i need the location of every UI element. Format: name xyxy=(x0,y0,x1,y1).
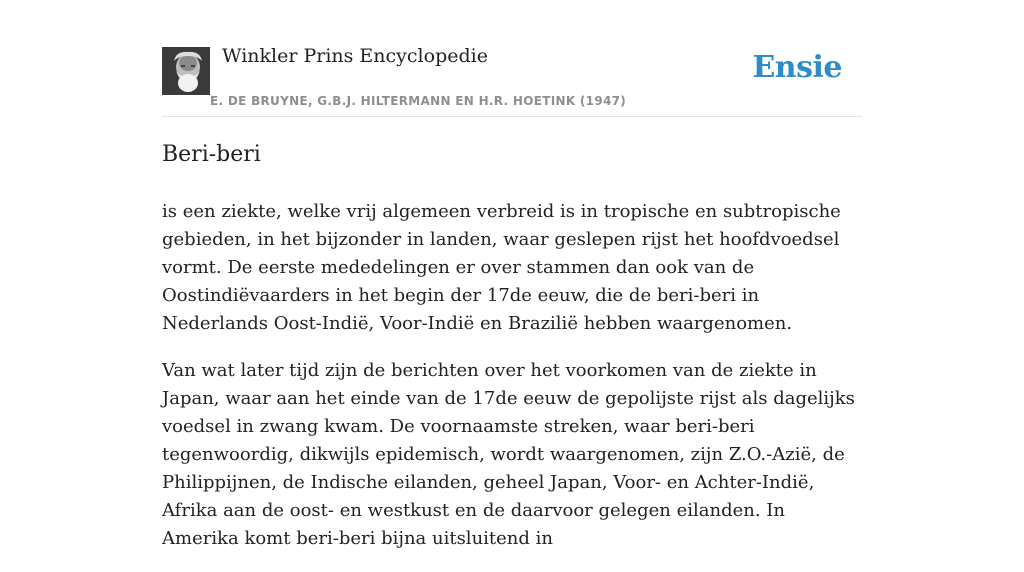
article-paragraph-2: Van wat later tijd zijn de berichten over het voorkomen van de ziekte in Japan, waar aan het einde van de 17de eeuw de gepolijste rijst als dagelijks voedsel in zwang kwam. De voornaamste streken, waar beri-beri tegenwoordig, dikwijls epidemisch, wordt waargenomen, zijn Z.O.-Azië, de Philippijnen, de Indische eilanden, geheel Japan, Voor- en Achter-Indië, Afrika aan de oost- en westkust en de daarvoor gelegen eilanden. In Amerika komt beri-beri bijna uitsluitend in xyxy=(162,360,855,549)
source-header xyxy=(162,0,862,117)
article-title: Beri-beri xyxy=(162,142,261,167)
article xyxy=(162,138,862,572)
source-authors: E. DE BRUYNE, G.B.J. HILTERMANN EN H.R. HOETINK (1947) xyxy=(210,94,627,108)
article-paragraph-1: is een ziekte, welke vrij algemeen verbreid is in tropische en subtropische gebieden, in het bijzonder in landen, waar geslepen rijst het hoofdvoedsel vormt. De eerste mededelingen er over stammen dan ook van de Oostindiëvaarders in het begin der 17de eeuw, die de beri-beri in Nederlands Oost-Indië, Voor-Indië en Brazilië hebben waargenomen. xyxy=(162,201,841,334)
source-title[interactable]: Winkler Prins Encyclopedie xyxy=(222,45,488,67)
bearded-man-portrait-icon xyxy=(162,47,210,95)
ensie-logo[interactable]: Ensie xyxy=(752,50,842,85)
author-portrait-icon[interactable] xyxy=(162,47,210,95)
